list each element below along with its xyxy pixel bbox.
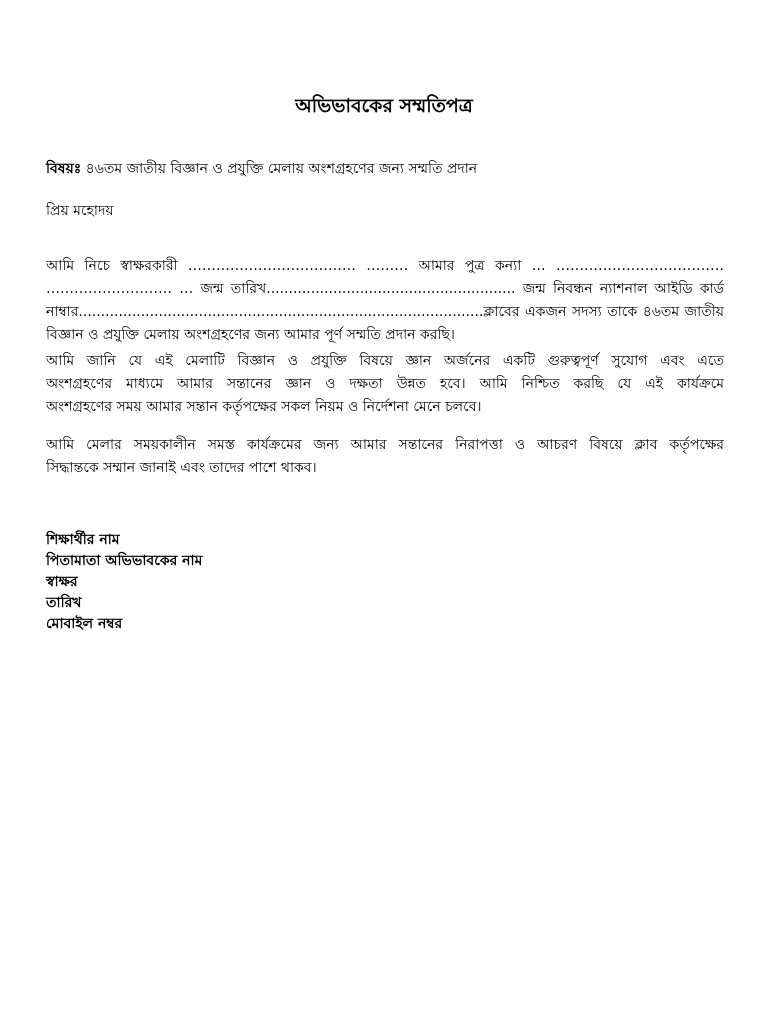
paragraph-line: অংশগ্রহণের মাধ্যমে আমার সন্তানের জ্ঞান ও দক্ষতা উন্নত হবে। আমি নিশ্চিত করছি যে এই কার্যক্রমে — [46, 376, 724, 392]
document-title: অভিভাবকের সম্মতিপত্র — [295, 95, 473, 117]
paragraph-line: আমি মেলার সময়কালীন সমস্ত কার্যক্রমের জন্য আমার সন্তানের নিরাপত্তা ও আচরণ বিষয়ে ক্লাব কর্তৃপক্ষের — [46, 437, 724, 453]
paragraph-line: আমি জানি যে এই মেলাটি বিজ্ঞান ও প্রযুক্তি বিষয়ে জ্ঞান অর্জনের একটি গুরুত্বপূর্ণ সুযোগ এবং এতে — [46, 353, 724, 369]
signature-block — [46, 530, 202, 635]
paragraph-line: ……………………… … জন্ম তারিখ........................................................ জন্ম নিবন্ধন ন্যাশনাল আইডি কার্ড — [46, 281, 724, 297]
date-label: তারিখ — [46, 595, 82, 611]
paragraph-line: নাম্বার...........................................................................................ক্লাবের একজন সদস্য তাকে ৪৬তম জাতীয় — [46, 304, 724, 320]
awareness-paragraph — [46, 350, 724, 419]
mobile-number-label: মোবাইল নম্বর — [46, 616, 123, 632]
subject-label: বিষয়ঃ — [46, 161, 82, 177]
signature-label: স্বাক্ষর — [46, 574, 78, 590]
subject-text: ৪৬তম জাতীয় বিজ্ঞান ও প্রযুক্তি মেলায় অংশগ্রহণের জন্য সম্মতি প্রদান — [81, 161, 478, 177]
guardian-name-label: পিতামাতা অভিভাবকের নাম — [46, 553, 203, 569]
subject-line — [46, 157, 477, 181]
paragraph-line: আমি নিচে স্বাক্ষরকারী ……………………………… ……… আমার পুত্র কন্যা … ……………………………… — [46, 258, 724, 274]
paragraph-line: বিজ্ঞান ও প্রযুক্তি মেলায় অংশগ্রহণের জন্য আমার পূর্ণ সম্মতি প্রদান করছি। — [46, 327, 455, 343]
responsibility-paragraph — [46, 434, 724, 480]
paragraph-line: অংশগ্রহণের সময় আমার সন্তান কর্তৃপক্ষের সকল নিয়ম ও নির্দেশনা মেনে চলবে। — [46, 399, 482, 415]
paragraph-line: সিদ্ধান্তকে সম্মান জানাই এবং তাদের পাশে থাকব। — [46, 460, 317, 476]
greeting: প্রিয় মহোদয় — [46, 203, 114, 219]
consent-paragraph — [46, 255, 724, 347]
student-name-label: শিক্ষার্থীর নাম — [46, 532, 120, 548]
